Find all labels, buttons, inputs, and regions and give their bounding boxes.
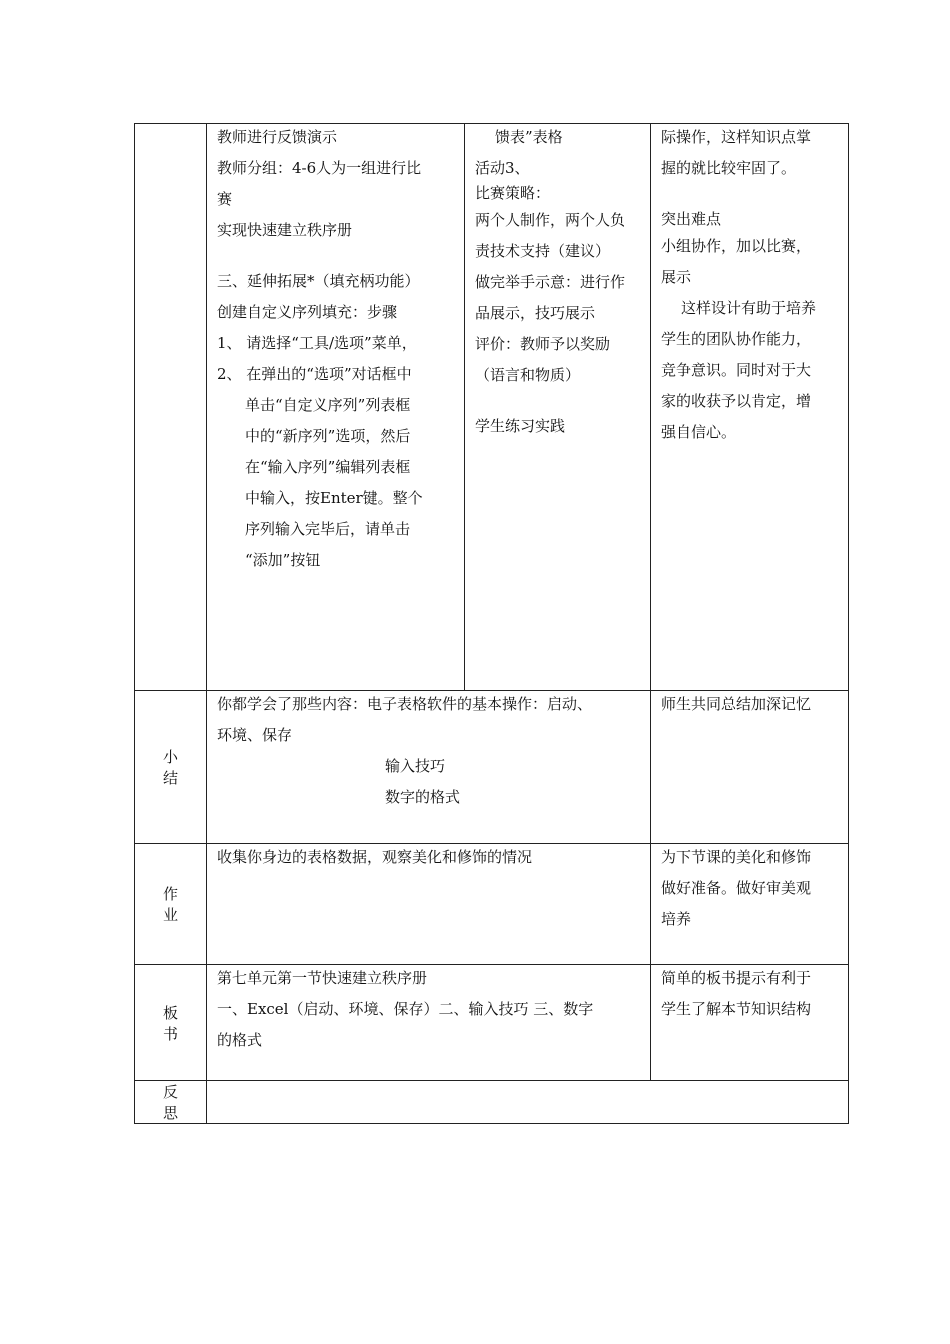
text-line: 中的“新序列”选项，然后 [245,427,411,445]
text-line: 为下节课的美化和修饰 [661,848,812,866]
text-line: 师生共同总结加深记忆 [661,695,812,713]
text-line: 家的收获予以肯定，增 [661,392,812,410]
homework-content-cell [207,844,651,965]
text-line: 输入技巧 [385,757,446,775]
text-line: 在“输入序列”编辑列表框 [245,458,411,476]
table-row-homework [135,844,849,965]
text-line: 第七单元第一节快速建立秩序册 [217,969,428,987]
text-line: 强自信心。 [661,423,737,441]
spacer [217,252,456,272]
text-line: 两个人制作，两个人负 [475,211,626,229]
text-line: 学生的团队协作能力， [661,330,812,348]
teacher-activity-cell [207,124,465,691]
text-line: 创建自定义序列填充：步骤 [217,303,398,321]
text-line: 这样设计有助于培养 [681,299,817,317]
text-line: 培养 [661,910,692,928]
text-line: 中输入，按Enter键。整个 [245,489,423,507]
text-line: 突出难点 [661,210,722,228]
list-item: 1、 请选择“工具/选项”菜单， [217,334,417,352]
text-line: 教师进行反馈演示 [217,128,338,146]
text-line: 一、Excel（启动、环境、保存）二、输入技巧 三、数字 [217,1000,594,1018]
text-line: （语言和物质） [475,366,581,384]
list-item: 2、 在弹出的“选项”对话框中 [217,365,412,383]
text-line: 做好准备。做好审美观 [661,879,812,897]
board-content-cell [207,965,651,1081]
table-row-summary [135,691,849,844]
lesson-plan-table [134,123,849,1124]
text-line: 做完举手示意：进行作 [475,273,626,291]
text-line: 单击“自定义序列”列表框 [245,396,411,414]
text-line: 三、延伸拓展*（填充柄功能） [217,272,420,290]
row-label-summary: 小 结 [135,691,207,844]
text-line: 你都学会了那些内容：电子表格软件的基本操作：启动、 [217,695,593,713]
text-line: 学生练习实践 [475,417,566,435]
text-line: 序列输入完毕后，请单击 [245,520,411,538]
text-line: 握的就比较牢固了。 [661,159,797,177]
reflection-content-cell [207,1081,849,1124]
text-line: 实现快速建立秩序册 [217,221,353,239]
summary-content-cell [207,691,651,844]
table-row-activity [135,124,849,691]
text-line: 收集你身边的表格数据，观察美化和修饰的情况 [217,848,533,866]
spacer [475,397,642,417]
text-line: 的格式 [217,1031,263,1049]
text-line: 环境、保存 [217,726,293,744]
text-line: 责技术支持（建议） [475,242,611,260]
table-row-reflection [135,1081,849,1124]
row-label-empty [135,124,207,691]
text-line: 际操作，这样知识点掌 [661,128,812,146]
text-line: 简单的板书提示有利于 [661,969,812,987]
homework-intent-cell [651,844,849,965]
spacer [661,190,840,210]
text-line: 评价：教师予以奖励 [475,335,611,353]
student-activity-cell [465,124,651,691]
text-line: 数字的格式 [385,788,461,806]
text-line: 赛 [217,190,233,208]
text-line: 竞争意识。同时对于大 [661,361,812,379]
text-line: 馈表”表格 [495,128,563,146]
summary-intent-cell [651,691,849,844]
text-line: “添加”按钮 [245,551,321,569]
row-label-homework: 作 业 [135,844,207,965]
row-label-board: 板 书 [135,965,207,1081]
text-line: 品展示，技巧展示 [475,304,596,322]
text-line: 活动3、 [475,159,530,177]
text-line: 小组协作，加以比赛， [661,237,812,255]
text-line: 教师分组：4-6人为一组进行比 [217,159,422,177]
board-intent-cell [651,965,849,1081]
table-row-board [135,965,849,1081]
text-line: 展示 [661,268,692,286]
design-intent-cell [651,124,849,691]
row-label-reflection: 反 思 [135,1081,207,1124]
text-line: 学生了解本节知识结构 [661,1000,812,1018]
text-line: 比赛策略： [475,184,551,202]
